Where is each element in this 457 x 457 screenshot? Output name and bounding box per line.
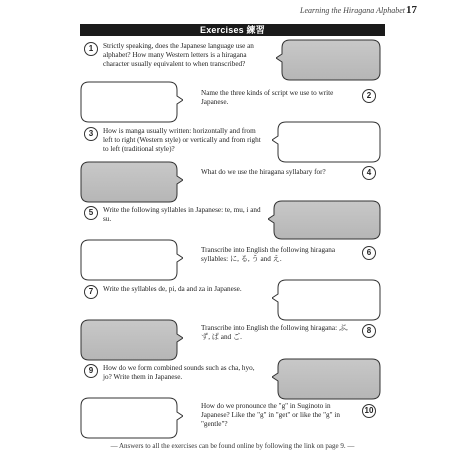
question-text: Transcribe into English the following hiragana: ぶ, ず, ぱ and ご. [201, 324, 348, 341]
question-number: 7 [84, 285, 98, 299]
answer-bubble[interactable] [79, 160, 183, 204]
question-text: How do we form combined sounds such as cha, hyo, jo? Write them in Japanese. [103, 364, 255, 381]
page-header [0, 4, 457, 18]
question-number: 4 [362, 166, 376, 180]
question-number: 5 [84, 206, 98, 220]
question-text: Write the syllables de, pi, da and za in Japanese. [103, 285, 242, 293]
question-number: 8 [362, 324, 376, 338]
question-text: How is manga usually written: horizontally and from left to right (Western style) or vertically and from right to left (traditional style)? [103, 127, 261, 153]
answer-bubble[interactable] [79, 80, 183, 124]
question-text: Write the following syllables in Japanese: te, mu, i and su. [103, 206, 261, 223]
question-text: How do we pronounce the "g" in Suginoto in Japanese? Like the "g" in "get" or like the "g" in "gentle"? [201, 402, 340, 428]
question-number: 10 [362, 404, 376, 418]
question-number: 2 [362, 89, 376, 103]
answer-bubble[interactable] [79, 238, 183, 282]
running-title: Learning the Hiragana Alphabet [300, 6, 405, 15]
answer-bubble[interactable] [272, 357, 382, 401]
answer-bubble[interactable] [268, 199, 382, 241]
question-number: 3 [84, 127, 98, 141]
question-text: What do we use the hiragana syllabary for? [201, 168, 326, 176]
question-text: Transcribe into English the following hiragana syllables: に, る, う and え. [201, 246, 336, 263]
answer-bubble[interactable] [272, 120, 382, 164]
question-number: 6 [362, 246, 376, 260]
question-text: Name the three kinds of script we use to write Japanese. [201, 89, 334, 106]
question-number: 9 [84, 364, 98, 378]
answer-bubble[interactable] [276, 38, 382, 82]
question-number: 1 [84, 42, 98, 56]
answer-bubble[interactable] [79, 396, 183, 440]
page-number: 17 [406, 4, 417, 16]
exercises-banner: Exercises 練習 [80, 24, 385, 36]
answer-bubble[interactable] [79, 318, 183, 362]
answer-bubble[interactable] [272, 278, 382, 322]
question-text: Strictly speaking, does the Japanese language use an alphabet? How many Western letters is a hiragana character usually equivalent to when transcribed? [103, 42, 254, 68]
footer-note: — Answers to all the exercises can be found online by following the link on page 9. — [110, 442, 355, 450]
